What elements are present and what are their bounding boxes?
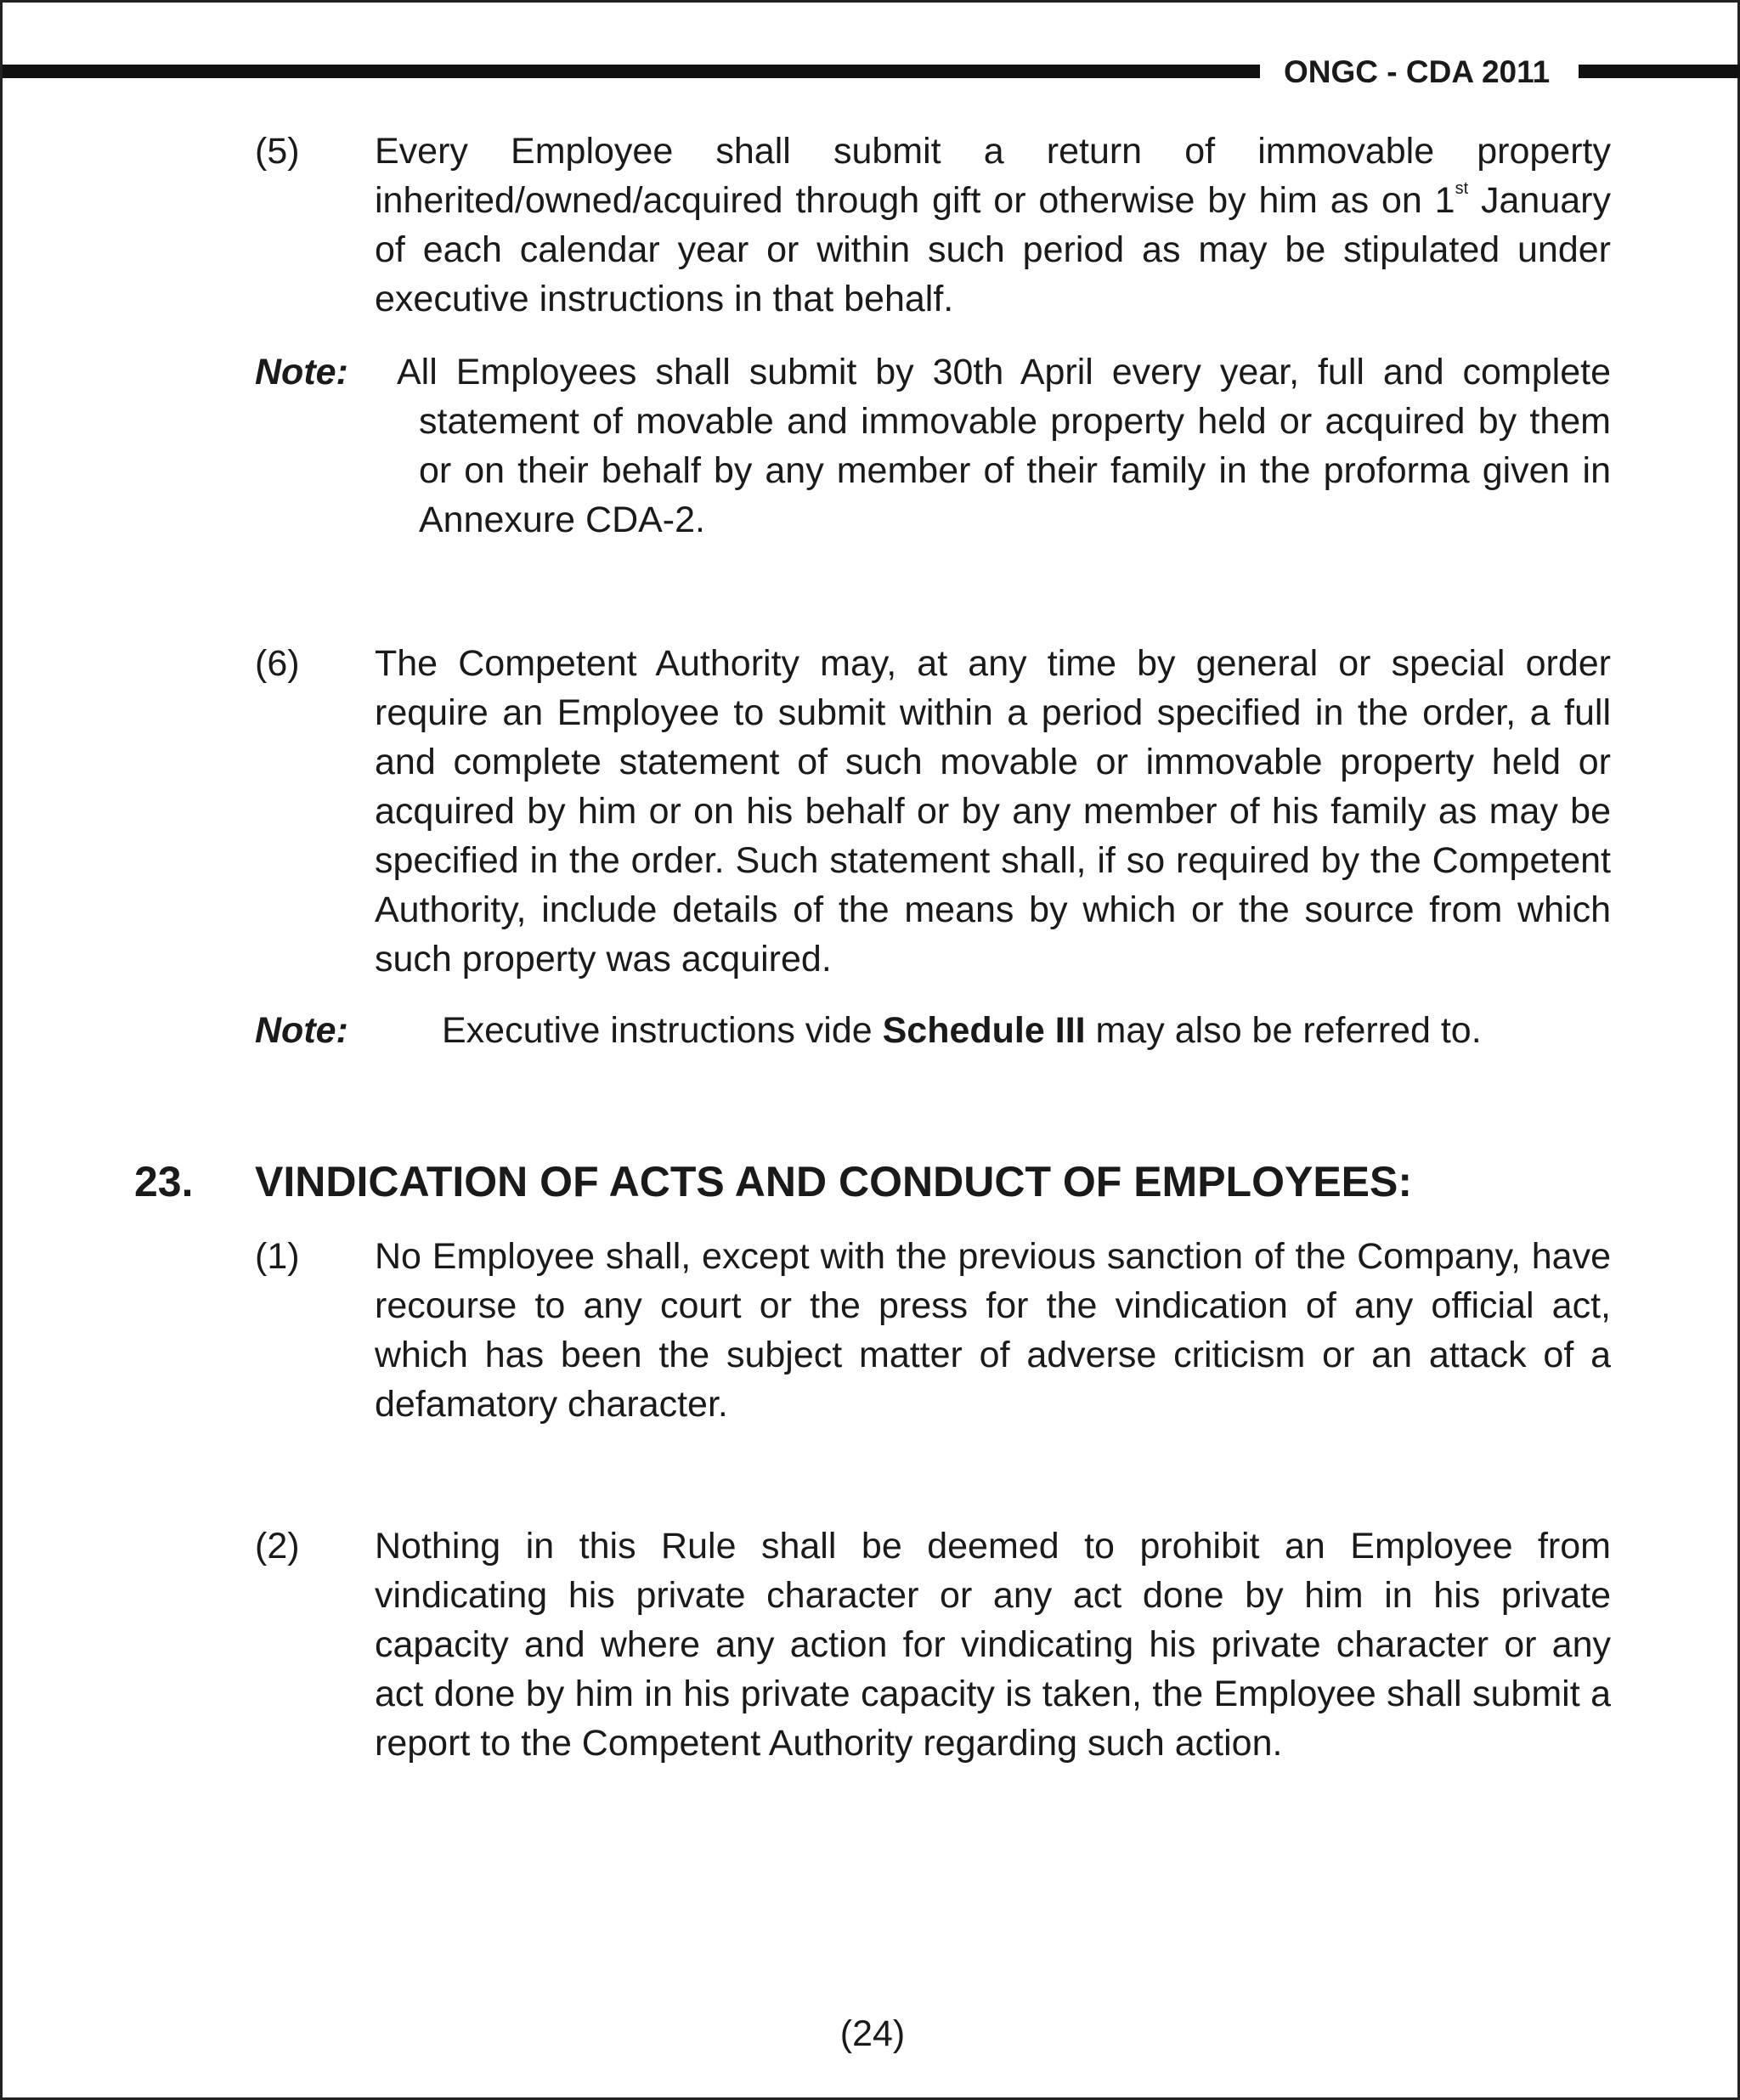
section-23-clause-2-number: (2): [255, 1526, 300, 1567]
note-2-text-post: may also be referred to.: [1085, 1010, 1482, 1051]
note-1-text: All Employees shall submit by 30th April every year, full and complete statement of movable and immovable property held or acquired by them or on their behalf by any member of their family in the proforma given in Annexure CDA-2.: [397, 352, 1611, 540]
section-23-heading: VINDICATION OF ACTS AND CONDUCT OF EMPLOYEES:: [255, 1158, 1413, 1205]
page-number: (24): [839, 2013, 906, 2054]
clause-6-number: (6): [255, 643, 300, 684]
clause-5-text: [375, 127, 1611, 324]
section-23-number: 23.: [134, 1158, 194, 1205]
section-23-clause-1-text: No Employee shall, except with the previous sanction of the Company, have recourse to any court or the press for the vindication of any official act, which has been the subject matter of adverse criticism or an attack of a defamatory character.: [375, 1236, 1611, 1425]
section-23-clause-1-number: (1): [255, 1236, 300, 1277]
note-1-label: Note:: [255, 352, 348, 392]
header-title: ONGC - CDA 2011: [1284, 54, 1551, 89]
clause-5-superscript: st: [1455, 179, 1469, 198]
clause-6-text: The Competent Authority may, at any time by general or special order require an Employee to submit within a period specified in the order, a full and complete statement of such movable or immovable property held or acquired by him or on his behalf or by any member of his family as may be specified in the order. Such statement shall, if so required by the Competent Authority, include details of the means by which or the source from which such property was acquired.: [375, 643, 1611, 979]
header-rule-left: [3, 65, 1260, 78]
clause-5-text-part2: January of each calendar year or within such period as may be stipulated under executive instructions in that behalf.: [375, 180, 1611, 319]
header-rule-right: [1579, 65, 1740, 78]
clause-5-text-part1: Every Employee shall submit a return of immovable property inherited/owned/acquired through gift or otherwise by him as on 1: [375, 131, 1611, 221]
note-2-text: [442, 1006, 1482, 1055]
section-23-clause-2-text: Nothing in this Rule shall be deemed to prohibit an Employee from vindicating his private character or any act done by him in his private capacity and where any action for vindicating his private character or any act done by him in his private capacity is taken, the Employee shall submit a report to the Competent Authority regarding such action.: [375, 1526, 1611, 1764]
note-2-text-pre: Executive instructions vide: [442, 1010, 883, 1051]
note-2-label: Note:: [255, 1010, 348, 1051]
note-2-schedule-reference: Schedule III: [882, 1010, 1086, 1051]
clause-5-number: (5): [255, 131, 300, 172]
